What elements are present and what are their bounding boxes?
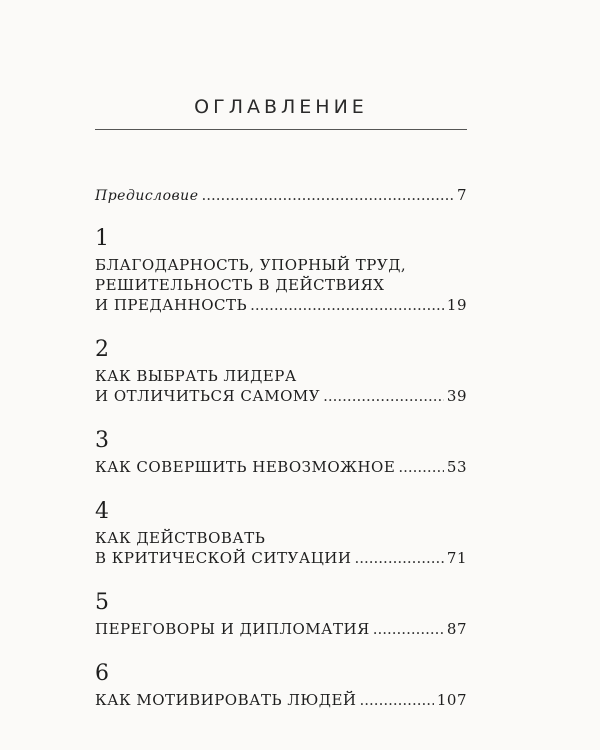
chapter-title-line: КАК ВЫБРАТЬ ЛИДЕРА bbox=[95, 367, 297, 385]
toc-entry-line bbox=[95, 295, 467, 315]
toc-page-number: 53 bbox=[446, 458, 467, 476]
chapter-number: 4 bbox=[95, 499, 109, 524]
toc-chapter-5[interactable] bbox=[95, 590, 467, 639]
dot-leader bbox=[373, 619, 444, 639]
title-divider bbox=[95, 129, 467, 130]
chapter-number: 2 bbox=[95, 337, 109, 362]
chapter-title-line: В КРИТИЧЕСКОЙ СИТУАЦИИ bbox=[95, 549, 352, 567]
toc-entry-label: Предисловие bbox=[95, 188, 199, 204]
toc-chapter-6[interactable] bbox=[95, 661, 467, 710]
toc-entry-preface[interactable] bbox=[95, 185, 467, 206]
toc-entry-line bbox=[95, 619, 467, 639]
chapter-title-line: КАК МОТИВИРОВАТЬ ЛЮДЕЙ bbox=[95, 691, 357, 709]
toc-entry-line bbox=[95, 457, 467, 477]
chapter-number: 6 bbox=[95, 661, 109, 686]
chapter-number: 3 bbox=[95, 428, 109, 453]
chapter-number: 1 bbox=[95, 226, 109, 251]
toc-page-number: 71 bbox=[446, 549, 467, 567]
toc-chapter-2[interactable] bbox=[95, 337, 467, 406]
chapter-title-line: КАК СОВЕРШИТЬ НЕВОЗМОЖНОЕ bbox=[95, 458, 396, 476]
toc-chapter-3[interactable] bbox=[95, 428, 467, 477]
toc-entry-line bbox=[95, 386, 467, 406]
dot-leader bbox=[354, 548, 443, 568]
toc-page-number: 87 bbox=[446, 620, 467, 638]
dot-leader bbox=[398, 457, 444, 477]
dot-leader bbox=[360, 690, 434, 710]
chapter-title-line: КАК ДЕЙСТВОВАТЬ bbox=[95, 529, 266, 547]
dot-leader bbox=[201, 185, 453, 205]
chapter-title-line: И ОТЛИЧИТЬСЯ САМОМУ bbox=[95, 387, 321, 405]
toc-page-number: 19 bbox=[446, 296, 467, 314]
chapter-title-line: РЕШИТЕЛЬНОСТЬ В ДЕЙСТВИЯХ bbox=[95, 276, 385, 294]
dot-leader bbox=[323, 386, 444, 406]
toc-chapter-4[interactable] bbox=[95, 499, 467, 568]
toc-entry-line bbox=[95, 548, 467, 568]
toc-page-number: 7 bbox=[456, 186, 467, 204]
toc-entry-line bbox=[95, 690, 467, 710]
dot-leader bbox=[250, 295, 444, 315]
toc-chapter-1[interactable] bbox=[95, 226, 467, 315]
page-title: ОГЛАВЛЕНИЕ bbox=[194, 96, 368, 118]
table-of-contents bbox=[95, 185, 467, 710]
toc-page-number: 39 bbox=[446, 387, 467, 405]
chapter-number: 5 bbox=[95, 590, 109, 615]
toc-page-number: 107 bbox=[436, 691, 467, 709]
chapter-title-line: ПЕРЕГОВОРЫ И ДИПЛОМАТИЯ bbox=[95, 620, 370, 638]
chapter-title-line: БЛАГОДАРНОСТЬ, УПОРНЫЙ ТРУД, bbox=[95, 256, 407, 274]
chapter-title-line: И ПРЕДАННОСТЬ bbox=[95, 296, 248, 314]
